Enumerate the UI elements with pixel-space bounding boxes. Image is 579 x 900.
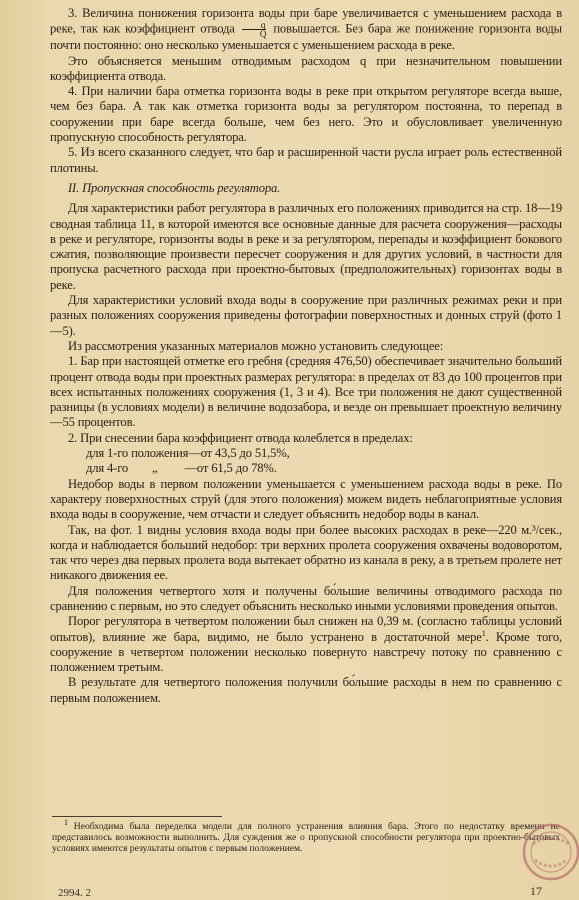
footnote-mark: 1 (64, 817, 68, 827)
main-text (50, 6, 562, 706)
paragraph-3b: Это объясняется меньшим отводимым расходом q при незначительном повышении коэффициента отвода. (50, 53, 562, 83)
section-heading: II. Пропускная способность регулятора. (68, 180, 281, 195)
paragraph-14-tail: . Кроме того, сооружение в четвертом положении несколько повернуто навстречу потоку по сравнению с положением третьим. (50, 629, 562, 675)
footnote-text: Необходима была переделка модели для полного устранения влияния бара. Этого по недостатку времени не представилось возможности выполнить. Для суждения же о пропускной способности регулятора при проектно-бытовых условиях имеются результаты опытов с первым положением. (52, 821, 560, 854)
paragraph-5: 5. Из всего сказанного следует, что бар и расширенной части русла играет роль естественной плотины. (50, 145, 562, 175)
paragraph-3-text: 3. Величина понижения горизонта воды при баре увеличивается с уменьшением расхода в реке, так как коэффициент отвода (50, 6, 562, 36)
fraction-numerator: q (242, 21, 266, 30)
paragraph-3 (50, 6, 562, 54)
paragraph-12: Так, на фот. 1 видны условия входа воды при более высоких расходах в реке—220 м.³/сек., когда и наблюдается больший недобор: три верхних пролета сооружения охвачены водоворотом, так что через два первых пролета вода вытекает обратно из канала в реку, а в третьем пролете нет никакого движения ее. (50, 522, 562, 583)
paragraph-11: Недобор воды в первом положении уменьшается с уменьшением расхода воды в реке. По характеру поверхностных струй (для этого положения) можем видеть неблагоприятные условия входа воды в сооружение, чем отчасти и следует объяснить недобор воды в канал. (50, 476, 562, 522)
paragraph-13: Для положения четвертого хотя и получены бо́льшие величины отводимого расхода по сравнению с первым, но это следует объяснить несколько иными условиями проведения опытов. (50, 583, 562, 613)
paragraph-14-text: Порог регулятора в четвертом положении был снижен на 0,39 м. (согласно таблицы условий опытов), влияние же бара, видимо, не было устранено в достаточной мере (50, 614, 562, 644)
paragraph-6: Для характеристики работ регулятора в различных его положениях приводится на стр. 18—19 сводная таблица 11, в которой имеются все основные данные для расчета сооружения—расходы в реке и регуляторе, горизонты воды в реке и за регулятором, перепады и коэффициент бокового сжатия, позволяющие произвести пересчет сооружения и для других условий, в частности для пропуска расчетного расхода при проектно-бытовых (предположительных) горизонтах воды в реке. (50, 201, 562, 292)
page-number: 17 (530, 884, 542, 898)
footnote (52, 817, 560, 854)
paragraph-10: 2. При снесении бара коэффициент отвода колеблется в пределах: (68, 430, 413, 445)
footnote-reference: 1 (481, 628, 486, 638)
paragraph-3-tail: повышается. Без бара же понижение горизонта воды почти постоянно: оно несколько уменьшается с уменьшением расхода в реке. (50, 21, 562, 53)
paragraph-7: Для характеристики условий входа воды в сооружение при различных режимах реки и при разных положениях сооружения приведены фотографии поверхностных и донных струй (фото 1—5). (50, 293, 562, 338)
library-stamp-icon (511, 814, 579, 882)
paragraph-4: 4. При наличии бара отметка горизонта воды в реке при открытом регуляторе всегда выше, чем без бара. А так как отметка горизонта воды за регулятором постоянна, то перепад в сооружении при баре всегда больше, чем без него. Это и обусловливает увеличенную пропускную способность регулятора. (50, 84, 562, 145)
range-row-2: для 4-го „ —от 61,5 до 78%. (86, 461, 277, 476)
footnote-rule (52, 816, 222, 817)
paragraph-15: В результате для четвертого положения получили бо́льшие расходы в нем по сравнению с первым положением. (50, 675, 562, 705)
paragraph-8: Из рассмотрения указанных материалов можно установить следующее: (68, 338, 444, 353)
paragraph-9: 1. Бар при настоящей отметке его гребня (средняя 476,50) обеспечивает значительно больший процент отвода воды при проектных размерах регулятора: в пределах от 83 до 100 процентов при всех испытанных положениях сооружения (1, 3 и 4). Все три положения не дают существенной разницы (в условиях модели) в величине водозабора, и везде он превышает проектную величину—55 процентов. (50, 354, 562, 430)
print-code: 2994. 2 (58, 887, 91, 899)
paragraph-14 (50, 614, 562, 675)
fraction-q-over-Q (242, 21, 266, 38)
range-row-1: для 1-го положения—от 43,5 до 51,5%, (86, 446, 290, 461)
fraction-denominator: Q (259, 29, 267, 40)
